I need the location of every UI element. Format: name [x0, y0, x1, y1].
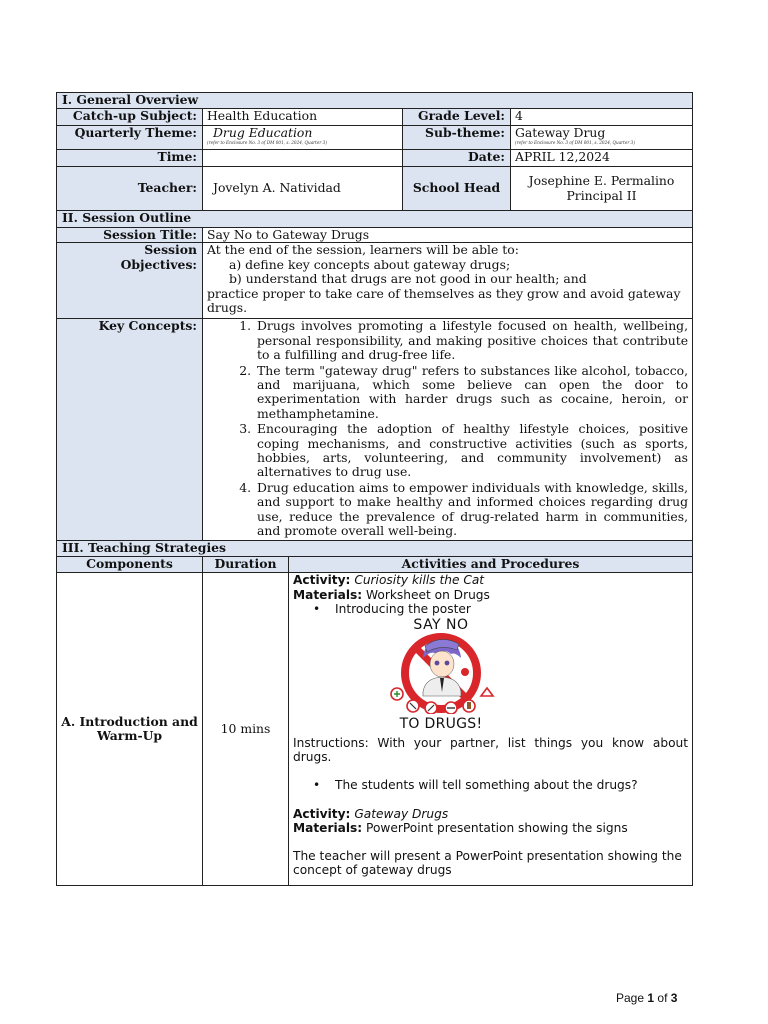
objectives-label-line2: Objectives: [120, 256, 197, 272]
activity1-label: Activity: [293, 573, 351, 588]
session-outline-heading: II. Session Outline [57, 211, 693, 228]
key-concepts-list [207, 319, 688, 538]
time-value [203, 150, 403, 167]
bullet-introducing-poster: • Introducing the poster [293, 602, 688, 616]
objective-c: practice proper to take care of themselves as they grow and avoid gateway drugs. [207, 285, 681, 316]
key-concept-item: 4. Drug education aims to empower individuals with knowledge, skills, and support to make healthy and informed choices regarding drug use, reduce the prevalence of drug-related harm in communities, and promote overall well-being. [255, 481, 688, 539]
sub-theme-label: Sub-theme: [403, 126, 511, 150]
date-value: APRIL 12,2024 [511, 150, 693, 167]
catchup-subject-label: Catch-up Subject: [57, 109, 203, 126]
figure-eye-right [445, 661, 450, 666]
bullet-students-tell: • The students will tell something about the drugs? [293, 778, 688, 792]
poster-top-text: SAY NO [413, 617, 469, 634]
sub-theme-cell [511, 126, 693, 150]
school-head-label: School Head [403, 167, 511, 211]
grade-level-value: 4 [511, 109, 693, 126]
sub-theme-note: (refer to Enclosure No. 3 of DM 001, s. 2024, Quarter 3) [515, 140, 635, 146]
key-concept-item: 2. The term "gateway drug" refers to substances like alcohol, tobacco, and marijuana, which some believe can open the door to experimentation with harder drugs such as cocaine, heroin, or methamphetamine. [255, 364, 688, 422]
poster-illustration [385, 632, 497, 714]
school-head-cell [511, 167, 693, 211]
objectives-intro: At the end of the session, learners will be able to: [207, 242, 519, 258]
duration-cell: 10 mins [203, 573, 289, 886]
teacher-value: Jovelyn A. Natividad [203, 167, 403, 211]
component-cell: A. Introduction and Warm-Up [57, 573, 203, 886]
spacer [293, 835, 688, 849]
quarterly-theme-cell [203, 126, 403, 150]
duration-header: Duration [203, 557, 289, 573]
lesson-plan-table [56, 92, 693, 886]
page-number: 1 [647, 991, 655, 1005]
school-head-name: Josephine E. Permalino [528, 173, 675, 189]
materials2-value: PowerPoint presentation showing the signs [366, 820, 628, 835]
page-word: Page [616, 991, 645, 1005]
objectives-label-line1: Session [144, 242, 197, 258]
materials2-label: Materials: [293, 820, 363, 835]
materials1-label: Materials: [293, 587, 363, 602]
badge-icon [461, 668, 469, 676]
catchup-subject-value: Health Education [203, 109, 403, 126]
quarterly-theme-note: (refer to Enclosure No. 3 of DM 001, s. 2024, Quarter 3) [207, 140, 327, 146]
activity1-name: Curiosity kills the Cat [354, 573, 485, 588]
figure-eye-left [435, 661, 440, 666]
session-objectives-cell [203, 243, 693, 319]
spacer [293, 793, 688, 807]
say-no-to-drugs-poster [385, 618, 497, 734]
key-concepts-cell [203, 319, 693, 541]
objective-b: b) understand that drugs are not good in our health; and [229, 271, 587, 287]
materials1-value: Worksheet on Drugs [366, 587, 490, 602]
objective-a: a) define key concepts about gateway drugs; [229, 256, 511, 272]
session-title-label: Session Title: [57, 228, 203, 243]
instructions-text: Instructions: With your partner, list things you know about drugs. [293, 736, 689, 765]
activities-cell [289, 573, 693, 886]
key-concept-item: 1. Drugs involves promoting a lifestyle focused on health, wellbeing, personal responsibility, and making positive choices that contribute to a fulfilling and drug-free life. [255, 319, 688, 362]
closing-text: The teacher will present a PowerPoint presentation showing the concept of gateway drugs [293, 849, 682, 878]
teacher-label: Teacher: [57, 167, 203, 211]
components-header: Components [57, 557, 203, 573]
page-footer [616, 991, 677, 1005]
bottle-mark [467, 702, 471, 709]
lesson-plan-document [56, 92, 692, 886]
figure-face [430, 651, 454, 677]
general-overview-heading: I. General Overview [57, 93, 693, 109]
session-title-value: Say No to Gateway Drugs [203, 228, 693, 243]
activity2-label: Activity: [293, 806, 351, 821]
activities-header: Activities and Procedures [289, 557, 693, 573]
school-head-title: Principal II [566, 187, 637, 203]
date-label: Date: [403, 150, 511, 167]
quarterly-theme-label: Quarterly Theme: [57, 126, 203, 150]
of-word: of [657, 991, 668, 1005]
poster-bottom-text: TO DRUGS! [399, 716, 483, 733]
key-concepts-label: Key Concepts: [57, 319, 203, 541]
page-total: 3 [670, 991, 678, 1005]
quarterly-theme-value: Drug Education [213, 125, 313, 140]
spacer [293, 764, 688, 778]
warning-drug-icon [481, 688, 493, 696]
sub-theme-value: Gateway Drug [515, 125, 606, 140]
grade-level-label: Grade Level: [403, 109, 511, 126]
teaching-strategies-heading: III. Teaching Strategies [57, 541, 693, 557]
activity2-name: Gateway Drugs [354, 806, 449, 821]
key-concept-item: 3. Encouraging the adoption of healthy lifestyle choices, positive coping mechanisms, and constructive activities (such as sports, hobbies, arts, volunteering, and community involvement) as alternatives to drug use. [255, 422, 688, 480]
session-objectives-label [57, 243, 203, 319]
time-label: Time: [57, 150, 203, 167]
